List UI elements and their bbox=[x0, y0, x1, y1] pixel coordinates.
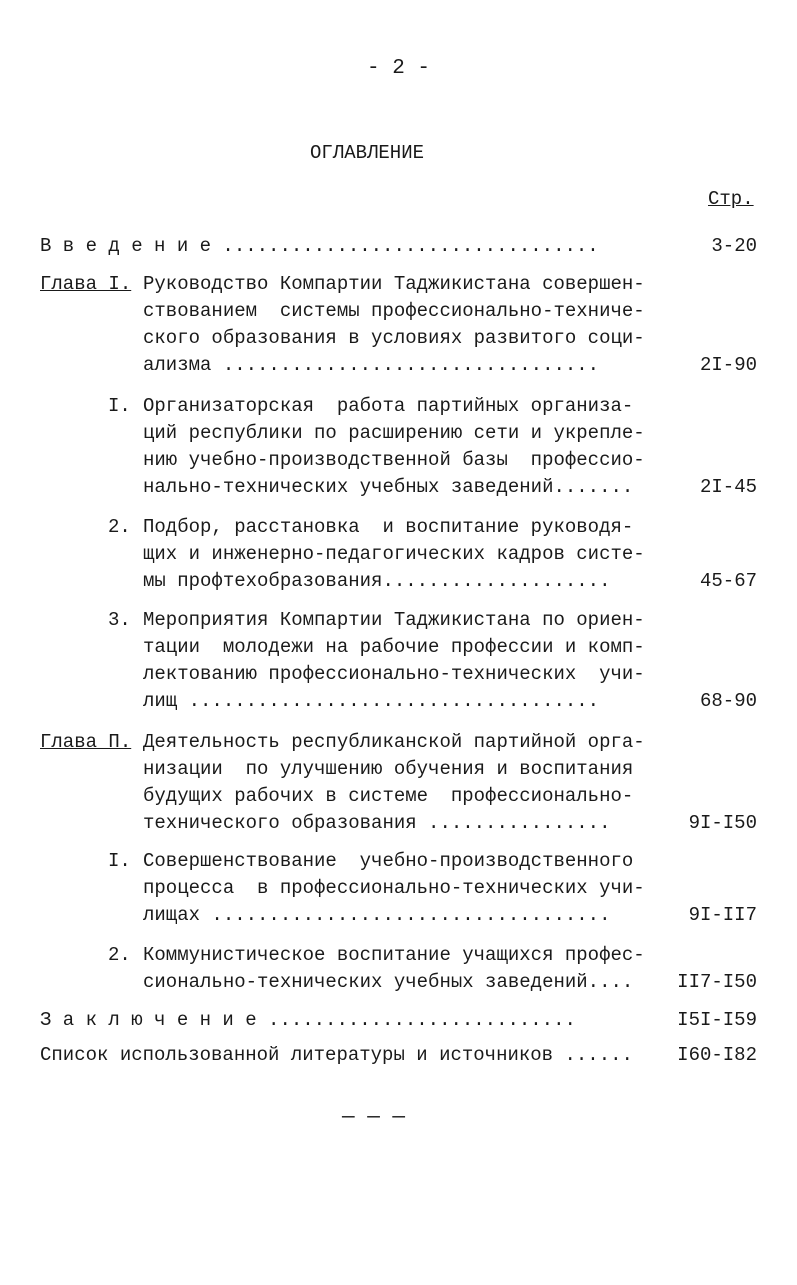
section-title: Мероприятия Компартии Таджикистана по ориен- тации молодежи на рабочие профессии и комп- лектованию профессионально-технических учи- лищ .................................... bbox=[143, 609, 645, 712]
chapter-title: Деятельность республиканской партийной орга- низации по улучшению обучения и воспитания будущих рабочих в системе профессионально- технического образования ................ bbox=[143, 731, 645, 834]
toc-entry-text: В в е д е н и е ................................. bbox=[40, 235, 599, 257]
section-title: Коммунистическое воспитание учащихся профес- сионально-технических учебных заведений.... bbox=[143, 944, 645, 993]
page-number: - 2 - bbox=[366, 57, 430, 80]
section-number: 2. bbox=[108, 944, 131, 966]
end-mark: — — — bbox=[341, 1106, 405, 1129]
section-title: Совершенствование учебно-производственного процесса в профессионально-технических учи- лищах ................................... bbox=[143, 850, 645, 926]
chapter-pages: 9I-I50 bbox=[688, 812, 757, 834]
section-number: 3. bbox=[108, 609, 131, 631]
section-pages: 45-67 bbox=[699, 570, 757, 592]
chapter-title: Руководство Компартии Таджикистана совершен- ствованием системы профессионально-техниче- ского образования в условиях развитого соци- ализма ................................. bbox=[143, 273, 645, 376]
chapter-pages: 2I-90 bbox=[699, 354, 757, 376]
section-title: Организаторская работа партийных организа- ций республики по расширению сети и укрепле- нию учебно-производственной базы профессио- нально-технических учебных заведений....... bbox=[143, 395, 645, 498]
section-number: I. bbox=[108, 395, 131, 417]
section-pages: II7-I50 bbox=[677, 971, 757, 993]
pages-column-header: Стр. bbox=[708, 188, 754, 210]
chapter-label: Глава П. bbox=[40, 731, 132, 753]
section-pages: 2I-45 bbox=[699, 476, 757, 498]
chapter-label: Глава I. bbox=[40, 273, 132, 295]
document-title: ОГЛАВЛЕНИЕ bbox=[309, 142, 425, 164]
section-number: I. bbox=[108, 850, 131, 872]
section-pages: 9I-II7 bbox=[688, 904, 757, 926]
section-title: Подбор, расстановка и воспитание руководя- щих и инженерно-педагогических кадров систе- мы профтехобразования.................... bbox=[143, 516, 645, 592]
toc-entry-pages: I60-I82 bbox=[677, 1044, 757, 1066]
toc-entry-pages: I5I-I59 bbox=[677, 1009, 757, 1031]
section-pages: 68-90 bbox=[699, 690, 757, 712]
section-number: 2. bbox=[108, 516, 131, 538]
toc-entry-text: З а к л ю ч е н и е ........................... bbox=[40, 1009, 576, 1031]
toc-entry-text: Список использованной литературы и источников ...... bbox=[40, 1044, 633, 1066]
toc-entry-pages: 3-20 bbox=[711, 235, 757, 257]
